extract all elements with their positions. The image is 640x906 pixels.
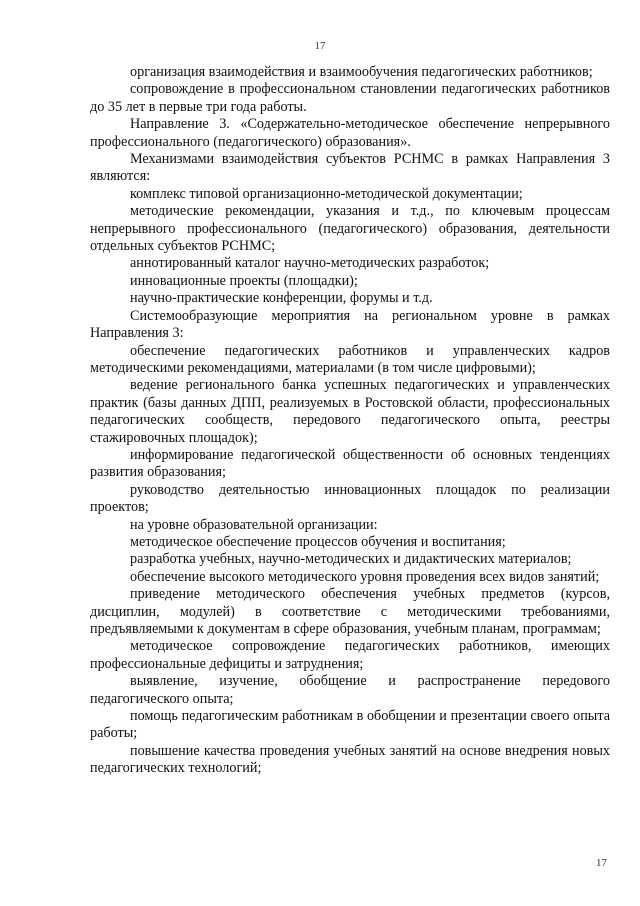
paragraph: на уровне образовательной организации: [130, 516, 378, 533]
paragraph: методическое сопровождение педагогических работников, имеющих профессиональные дефициты и затруднения; [90, 638, 610, 672]
paragraph: сопровождение в профессиональном становлении педагогических работников до 35 лет в первые три года работы. [90, 81, 610, 115]
paragraph: обеспечение высокого методического уровня проведения всех видов занятий; [130, 568, 600, 585]
paragraph: обеспечение педагогических работников и управленческих кадров методическими рекомендациями, материалами (в том числе цифровыми); [90, 342, 610, 376]
paragraph: Механизмами взаимодействия субъектов РСНМС в рамках Направления 3 являются: [90, 151, 610, 185]
page-number-bottom: 17 [596, 857, 607, 869]
paragraph: информирование педагогической общественности об основных тенденциях развития образования; [90, 446, 610, 481]
paragraph: Направление 3. «Содержательно-методическое обеспечение непрерывного профессионального (педагогического) образования». [90, 116, 610, 150]
paragraph: методическое обеспечение процессов обучения и воспитания; [130, 533, 506, 550]
paragraph: Системообразующие мероприятия на региональном уровне в рамках Направления 3: [90, 307, 610, 342]
paragraph: организация взаимодействия и взаимообучения педагогических работников; [130, 64, 593, 80]
paragraph: аннотированный каталог научно-методических разработок; [130, 255, 490, 272]
paragraph: разработка учебных, научно-методических и дидактических материалов; [130, 551, 572, 568]
paragraph: методические рекомендации, указания и т.д., по ключевым процессам непрерывного профессионального (педагогического) образования, деятельности отдельных субъектов РСНМС; [90, 203, 610, 255]
paragraph: повышение качества проведения учебных занятий на основе внедрения новых педагогических технологий; [90, 742, 610, 777]
paragraph: выявление, изучение, обобщение и распространение передового педагогического опыта; [90, 673, 610, 707]
paragraph: инновационные проекты (площадки); [130, 272, 358, 289]
paragraph: руководство деятельностью инновационных площадок по реализации проектов; [90, 481, 610, 516]
page-number-top: 17 [314, 40, 326, 52]
paragraph: помощь педагогическим работникам в обобщении и презентации своего опыта работы; [90, 708, 610, 742]
document-body [90, 64, 610, 778]
paragraph: ведение регионального банка успешных педагогических и управленческих практик (базы данных ДПП, реализуемых в Ростовской области, профессиональных педагогических сообществ, передового педагогического опыта, реестры стажировочных площадок); [90, 377, 610, 446]
paragraph: приведение методического обеспечения учебных предметов (курсов, дисциплин, модулей) в соответствие с методическими требованиями, предъявляемыми к документам в сфере образования, учебным планам, программам; [90, 586, 610, 637]
paragraph: научно-практические конференции, форумы и т.д. [130, 290, 433, 307]
paragraph: комплекс типовой организационно-методической документации; [130, 185, 523, 202]
